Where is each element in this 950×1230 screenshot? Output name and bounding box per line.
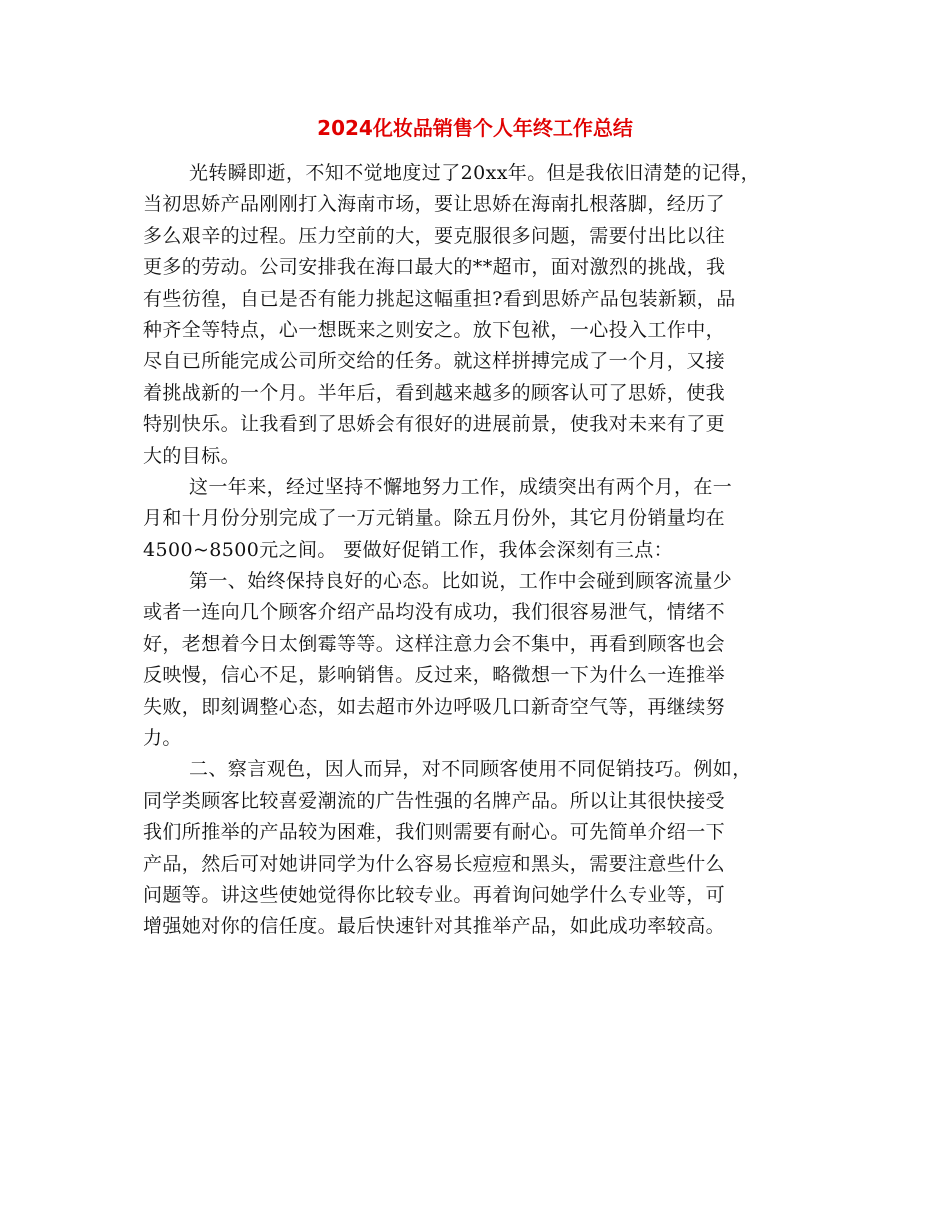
text-line: 尽自已所能完成公司所交给的任务。就这样拼搏完成了一个月，又接 (143, 350, 726, 373)
text-line: 力。 (143, 727, 182, 750)
text-line: 第一、始终保持良好的心态。比如说，工作中会碰到顾客流量少 (189, 570, 733, 593)
text-line: 或者一连向几个顾客介绍产品均没有成功，我们很容易泄气，情绪不 (143, 601, 726, 624)
text-line: 失败，即刻调整心态，如去超市外边呼吸几口新奇空气等，再继续努 (143, 695, 726, 718)
document-title: 2024化妆品销售个人年终工作总结 (317, 116, 633, 140)
text-line: 这一年来，经过坚持不懈地努力工作，成绩突出有两个月，在一 (189, 475, 733, 498)
text-line: 多么艰辛的过程。压力空前的大，要克服很多问题，需要付出比以往 (143, 224, 726, 247)
document-body (143, 158, 823, 943)
text-line: 好，老想着今日太倒霉等等。这样注意力会不集中，再看到顾客也会 (143, 632, 726, 655)
text-line: 反映慢，信心不足，影响销售。反过来，略微想一下为什么一连推举 (143, 664, 726, 687)
text-line: 月和十月份分别完成了一万元销量。除五月份外，其它月份销量均在 (143, 507, 726, 530)
text-line: 二、察言观色，因人而异，对不同顾客使用不同促销技巧。例如， (189, 758, 752, 781)
text-line: 产品，然后可对她讲同学为什么容易长痘痘和黑头，需要注意些什么 (143, 852, 726, 875)
text-line: 同学类顾客比较喜爱潮流的广告性强的名牌产品。所以让其很快接受 (143, 789, 726, 812)
text-line: 更多的劳动。公司安排我在海口最大的**超市，面对激烈的挑战，我 (143, 256, 726, 279)
text-line: 光转瞬即逝，不知不觉地度过了20xx年。但是我依旧清楚的记得， (189, 162, 761, 184)
text-line: 当初思娇产品刚刚打入海南市场，要让思娇在海南扎根落脚，经历了 (143, 193, 726, 216)
text-line: 有些彷徨，自已是否有能力挑起这幅重担?看到思娇产品包装新颖，品 (143, 287, 736, 310)
text-line: 大的目标。 (143, 444, 241, 467)
text-line: 增强她对你的信任度。最后快速针对其推举产品，如此成功率较高。 (143, 915, 726, 938)
text-line: 我们所推举的产品较为困难，我们则需要有耐心。可先简单介绍一下 (143, 821, 726, 844)
text-line: 特别快乐。让我看到了思娇会有很好的进展前景，使我对未来有了更 (143, 413, 726, 436)
text-line: 4500~8500元之间。 要做好促销工作，我体会深刻有三点： (143, 538, 674, 561)
text-line: 种齐全等特点，心一想既来之则安之。放下包袱，一心投入工作中， (143, 318, 726, 341)
text-line: 问题等。讲这些使她觉得你比较专业。再着询问她学什么专业等，可 (143, 883, 726, 906)
text-line: 着挑战新的一个月。半年后，看到越来越多的顾客认可了思娇，使我 (143, 381, 726, 404)
